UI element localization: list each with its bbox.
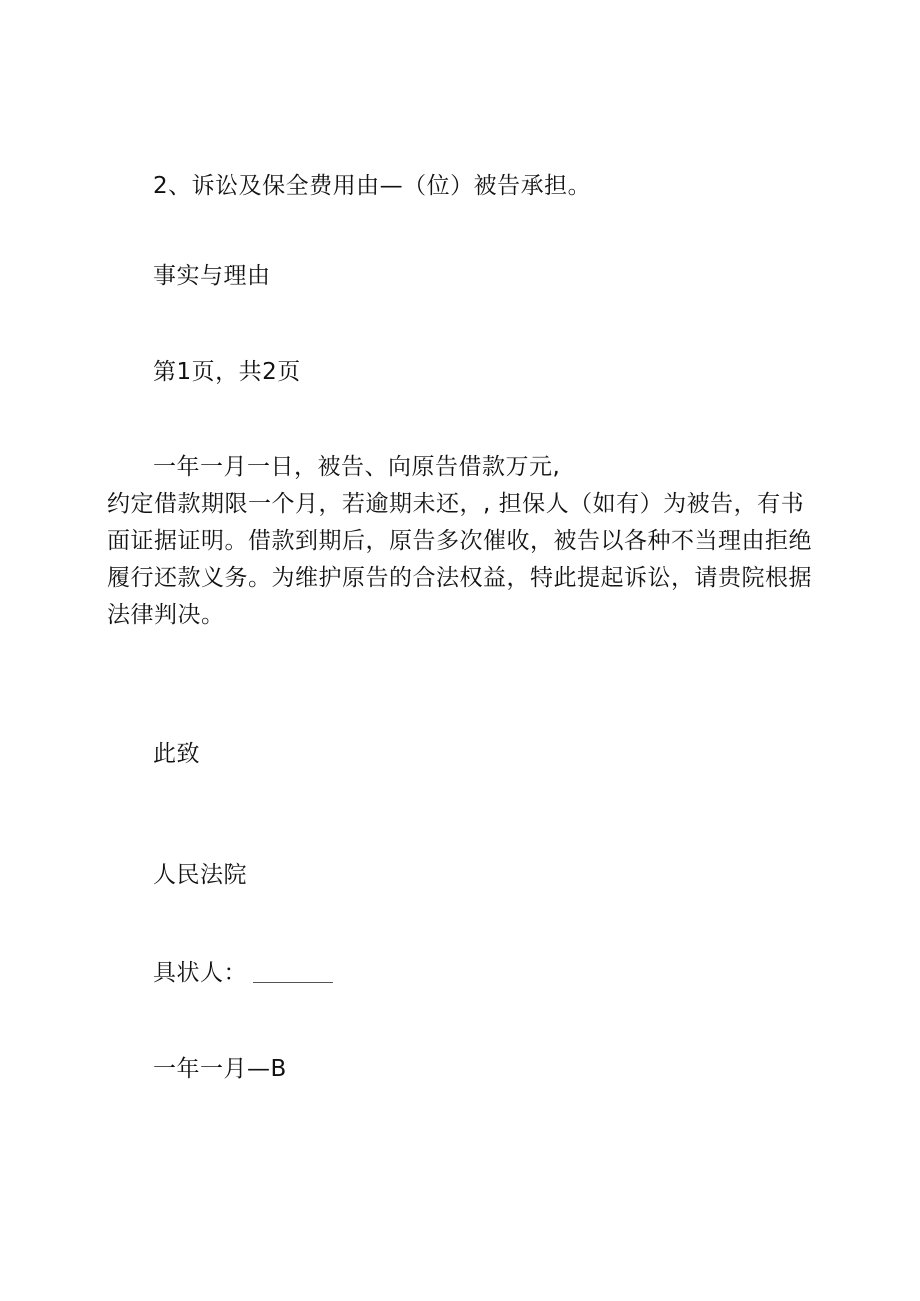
facts-paragraph-body: 约定借款期限一个月，若逾期未还，, 担保人（如有）为被告，有书面证据证明。借款到期后，原告多次催收，被告以各种不当理由拒绝履行还款义务。为维护原告的合法权益，特此提起诉讼，请贵院根据法律判决。 bbox=[107, 491, 812, 628]
signature-blank-line bbox=[253, 962, 333, 983]
facts-paragraph bbox=[107, 449, 813, 634]
court-name: 人民法院 bbox=[153, 862, 247, 888]
facts-heading: 事实与理由 bbox=[153, 263, 271, 289]
salutation: 此致 bbox=[153, 741, 200, 767]
document-date: 一年一月—B bbox=[153, 1056, 287, 1082]
facts-paragraph-first-line: 一年一月一日，被告、向原告借款万元, bbox=[153, 454, 561, 480]
page-indicator: 第1页，共2页 bbox=[153, 359, 301, 385]
signer-row bbox=[153, 955, 333, 991]
claim-item-2: 2、诉讼及保全费用由—（位）被告承担。 bbox=[153, 173, 592, 199]
signer-label: 具状人： bbox=[153, 960, 247, 986]
